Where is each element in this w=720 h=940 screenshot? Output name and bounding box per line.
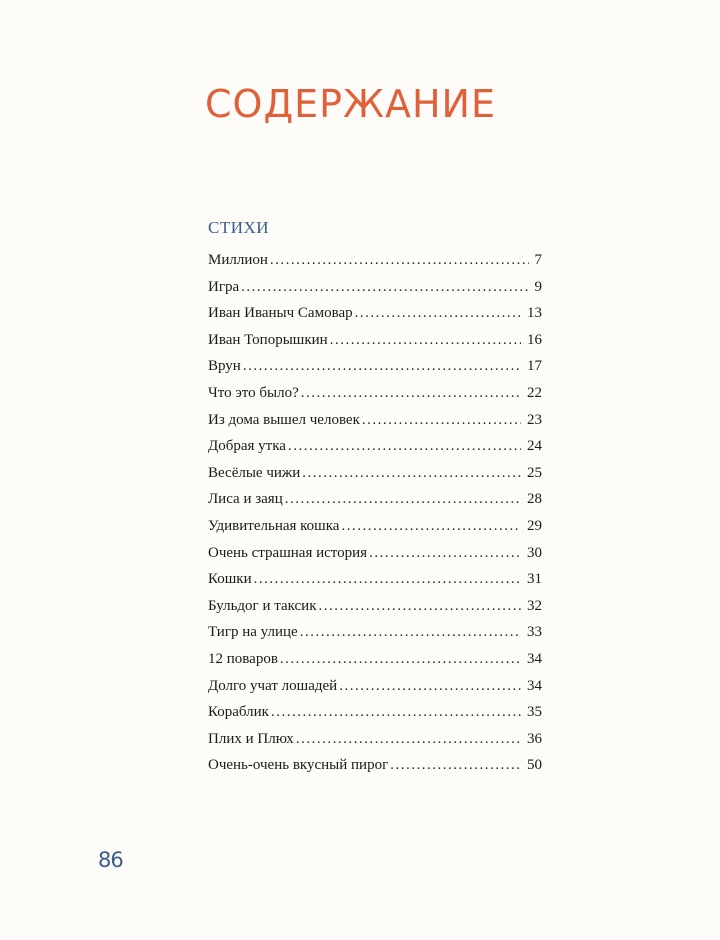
toc-leader-dots: [339, 673, 521, 700]
toc-leader-dots: [355, 300, 521, 327]
toc-entry-title: Добрая утка: [208, 438, 286, 455]
toc-entry[interactable]: [208, 593, 542, 620]
toc-leader-dots: [288, 433, 521, 460]
toc-entry[interactable]: [208, 566, 542, 593]
toc-entry[interactable]: [208, 513, 542, 540]
toc-entry[interactable]: [208, 433, 542, 460]
toc-leader-dots: [369, 540, 521, 567]
toc-entry-page: 13: [527, 305, 542, 322]
page-number: 86: [98, 848, 123, 872]
toc-entry[interactable]: [208, 247, 542, 274]
toc-entry[interactable]: [208, 699, 542, 726]
toc-leader-dots: [301, 380, 521, 407]
toc-entry-title: Очень страшная история: [208, 544, 368, 561]
toc-entry-page: 36: [527, 730, 542, 747]
toc-entry-page: 31: [527, 571, 542, 588]
toc-leader-dots: [271, 699, 521, 726]
toc-entry[interactable]: [208, 619, 542, 646]
toc-entry-page: 34: [527, 650, 542, 667]
toc-entry-title: Игра: [208, 278, 240, 295]
toc-entry-page: 24: [527, 438, 542, 455]
toc-entry-title: Весёлые чижи: [208, 464, 301, 481]
toc-entry-title: Тигр на улице: [208, 624, 298, 641]
toc-entry[interactable]: [208, 380, 542, 407]
table-of-contents: [208, 247, 542, 779]
toc-entry-title: Бульдог и таксик: [208, 597, 317, 614]
toc-entry[interactable]: [208, 353, 542, 380]
toc-leader-dots: [362, 407, 521, 434]
toc-entry[interactable]: [208, 274, 542, 301]
toc-leader-dots: [300, 619, 521, 646]
toc-entry-page: 22: [527, 384, 542, 401]
toc-entry-title: Удивительная кошка: [208, 517, 340, 534]
toc-entry[interactable]: [208, 752, 542, 779]
toc-entry[interactable]: [208, 726, 542, 753]
toc-entry-page: 30: [527, 544, 542, 561]
toc-entry-page: 23: [527, 411, 542, 428]
toc-entry-page: 29: [527, 517, 542, 534]
toc-entry-page: 28: [527, 491, 542, 508]
toc-entry-title: Иван Иваныч Самовар: [208, 305, 353, 322]
toc-leader-dots: [280, 646, 521, 673]
toc-leader-dots: [390, 752, 521, 779]
toc-entry[interactable]: [208, 673, 542, 700]
toc-entry-title: Что это было?: [208, 384, 299, 401]
toc-entry-page: 7: [534, 252, 542, 268]
toc-entry[interactable]: [208, 407, 542, 434]
toc-leader-dots: [285, 486, 521, 513]
toc-entry-page: 35: [527, 704, 542, 721]
toc-entry-page: 17: [527, 358, 542, 375]
toc-entry-title: Врун: [208, 358, 241, 375]
toc-entry-title: Кораблик: [208, 704, 269, 721]
toc-entry-page: 25: [527, 464, 542, 481]
page-title: СОДЕРЖАНИЕ: [205, 82, 496, 126]
section-heading: СТИХИ: [208, 218, 270, 237]
toc-entry-page: 33: [527, 624, 542, 641]
toc-leader-dots: [302, 460, 521, 487]
toc-leader-dots: [341, 513, 521, 540]
toc-entry-page: 50: [527, 757, 542, 774]
toc-entry-title: Долго учат лошадей: [208, 677, 338, 694]
toc-entry[interactable]: [208, 327, 542, 354]
toc-entry-title: Лиса и заяц: [208, 491, 283, 508]
toc-leader-dots: [319, 593, 521, 620]
toc-leader-dots: [296, 726, 521, 753]
toc-entry-title: 12 поваров: [208, 650, 278, 667]
toc-entry[interactable]: [208, 486, 542, 513]
toc-entry-title: Из дома вышел человек: [208, 411, 360, 428]
toc-entry-page: 34: [527, 677, 542, 694]
toc-entry-page: 16: [527, 331, 542, 348]
toc-entry-title: Миллион: [208, 252, 268, 268]
toc-entry[interactable]: [208, 300, 542, 327]
toc-entry[interactable]: [208, 646, 542, 673]
toc-leader-dots: [270, 247, 529, 274]
toc-entry-page: 32: [527, 597, 542, 614]
toc-entry-page: 9: [534, 278, 542, 295]
toc-leader-dots: [241, 274, 528, 301]
toc-entry[interactable]: [208, 540, 542, 567]
toc-entry-title: Кошки: [208, 571, 252, 588]
toc-entry[interactable]: [208, 460, 542, 487]
toc-leader-dots: [243, 353, 521, 380]
toc-entry-title: Очень-очень вкусный пирог: [208, 757, 389, 774]
toc-leader-dots: [330, 327, 521, 354]
toc-leader-dots: [254, 566, 521, 593]
toc-entry-title: Плих и Плюх: [208, 730, 294, 747]
toc-entry-title: Иван Топорышкин: [208, 331, 328, 348]
